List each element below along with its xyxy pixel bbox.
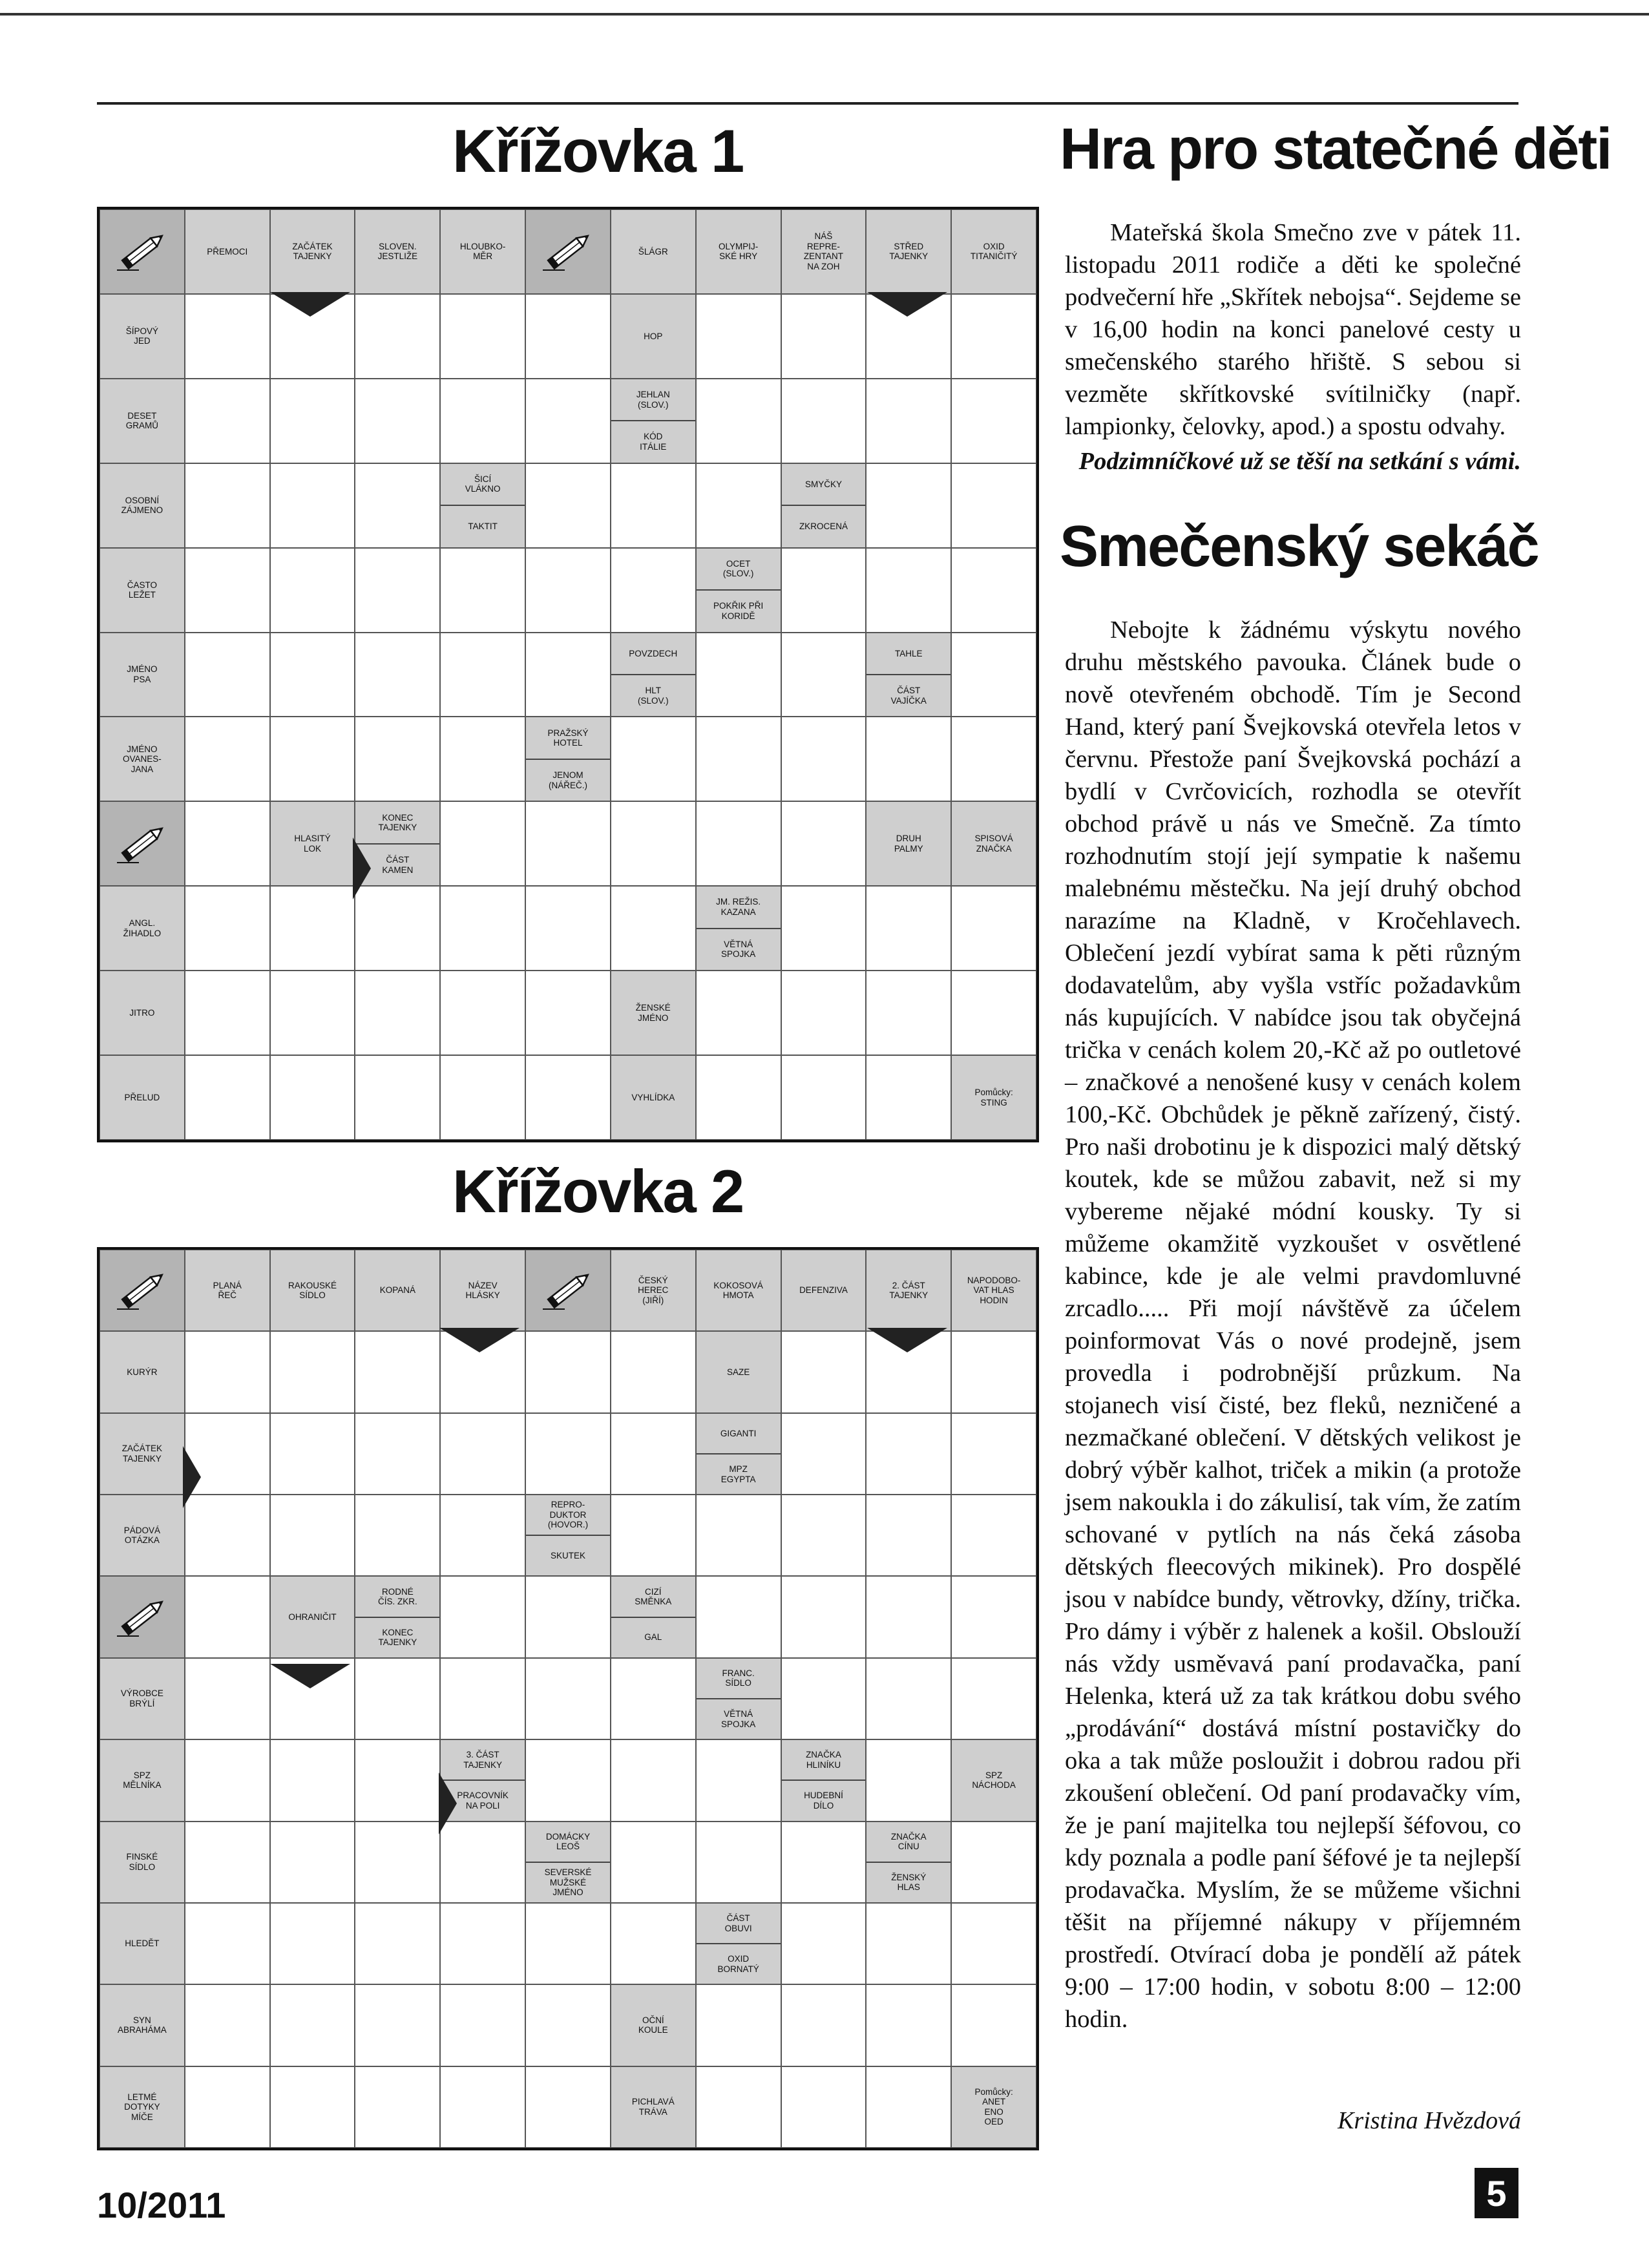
clue-text: CIZÍ SMĚNKA <box>635 1586 672 1607</box>
inner-clue: PICHLAVÁ TRÁVA <box>611 2066 696 2148</box>
answer-cell[interactable] <box>951 294 1036 379</box>
pencil-icon <box>100 801 185 886</box>
answer-cell[interactable] <box>270 1413 355 1495</box>
clue-text: ZNAČKA CÍNU <box>890 1831 927 1852</box>
answer-cell[interactable] <box>611 1331 696 1412</box>
answer-cell[interactable] <box>696 1822 781 1903</box>
answer-cell[interactable] <box>525 1658 611 1739</box>
answer-cell[interactable] <box>951 1495 1036 1576</box>
inner-clue <box>866 1822 951 1903</box>
answer-cell[interactable] <box>951 633 1036 717</box>
answer-cell[interactable] <box>440 1658 525 1739</box>
answer-cell[interactable] <box>185 548 270 633</box>
clue-text: OCET (SLOV.) <box>722 558 754 579</box>
arrow-down-icon <box>867 292 947 317</box>
answer-cell[interactable] <box>611 1495 696 1576</box>
arrow-down-icon <box>439 1328 520 1352</box>
clue-text: ŠICÍ VLÁKNO <box>465 474 501 494</box>
answer-cell[interactable] <box>440 548 525 633</box>
crossword-2-title: Křížovka 2 <box>452 1157 744 1225</box>
answer-cell[interactable] <box>185 886 270 971</box>
article-1-text: Mateřská škola Smečno zve v pátek 11. listopadu 2011 rodiče a děti ke společné podvečerní hře „Skřítek nebojsa“. Sejdeme se v 16,00 hodin na konci panelové cesty u smečenského starého hřiště. S sebou si vezměte skřítkovské svítilničky (např. lampionky, čelovky, apod.) a spostu odvahy. <box>1065 219 1521 440</box>
answer-cell[interactable] <box>440 971 525 1055</box>
clue-text: POKŘIK PŘI KORIDĚ <box>697 589 781 631</box>
answer-cell[interactable] <box>440 1576 525 1657</box>
clue-text: HUDEBNÍ DÍLO <box>782 1780 866 1820</box>
answer-cell[interactable] <box>611 548 696 633</box>
answer-cell[interactable] <box>270 2066 355 2148</box>
header-clue: STŘED TAJENKY <box>866 209 951 294</box>
answer-cell[interactable] <box>611 1739 696 1821</box>
answer-cell[interactable] <box>185 1658 270 1739</box>
article-1-title: Hra pro statečné děti <box>1060 117 1612 182</box>
clue-text: SKUTEK <box>526 1535 610 1575</box>
answer-cell[interactable] <box>696 379 781 463</box>
answer-cell[interactable] <box>355 294 440 379</box>
clue-text: REPRO- DUKTOR (HOVOR.) <box>547 1500 589 1530</box>
answer-cell[interactable] <box>185 1739 270 1821</box>
inner-clue <box>355 1576 440 1657</box>
answer-cell[interactable] <box>611 1903 696 1984</box>
article-1-closing: Podzimníčkové už se těší na setkání s vámi. <box>1078 448 1521 475</box>
answer-cell[interactable] <box>440 1055 525 1140</box>
answer-cell[interactable] <box>866 1576 951 1657</box>
clue-text: ZKROCENÁ <box>782 505 866 547</box>
answer-cell[interactable] <box>355 379 440 463</box>
header-clue: NÁŠ REPRE- ZENTANT NA ZOH <box>781 209 867 294</box>
header-clue: PLANÁ ŘEČ <box>185 1250 270 1331</box>
answer-cell[interactable] <box>525 463 611 548</box>
answer-cell[interactable] <box>696 1055 781 1140</box>
article-2-body <box>1065 614 1521 2035</box>
answer-cell[interactable] <box>866 717 951 801</box>
answer-cell[interactable] <box>270 1495 355 1576</box>
clue-text: ŽENSKÝ HLAS <box>867 1862 951 1902</box>
crossword-2-grid <box>97 1247 1039 2150</box>
answer-cell[interactable] <box>611 1658 696 1739</box>
answer-cell[interactable] <box>270 463 355 548</box>
answer-cell[interactable] <box>270 633 355 717</box>
answer-cell[interactable] <box>440 633 525 717</box>
answer-cell[interactable] <box>355 633 440 717</box>
answer-cell[interactable] <box>951 886 1036 971</box>
clue-text: SEVERSKÉ MUŽSKÉ JMÉNO <box>526 1862 610 1902</box>
answer-cell[interactable] <box>611 1822 696 1903</box>
arrow-right-icon <box>183 1446 201 1508</box>
answer-cell[interactable] <box>355 971 440 1055</box>
answer-cell[interactable] <box>525 379 611 463</box>
answer-cell[interactable] <box>355 1658 440 1739</box>
left-clue: JMÉNO OVANES- JANA <box>100 717 185 801</box>
answer-cell[interactable] <box>781 379 867 463</box>
pencil-icon <box>100 1250 185 1331</box>
answer-cell[interactable] <box>696 463 781 548</box>
answer-cell[interactable] <box>355 1822 440 1903</box>
inner-clue <box>611 633 696 717</box>
answer-cell[interactable] <box>781 1576 867 1657</box>
left-clue: SPZ MĚLNÍKA <box>100 1739 185 1821</box>
answer-cell[interactable] <box>270 1903 355 1984</box>
left-clue: LETMÉ DOTYKY MÍČE <box>100 2066 185 2148</box>
header-clue: OLYMPIJ- SKÉ HRY <box>696 209 781 294</box>
answer-cell[interactable] <box>696 1984 781 2066</box>
left-clue: HLEDĚT <box>100 1903 185 1984</box>
arrow-right-icon <box>439 1772 457 1834</box>
answer-cell[interactable] <box>781 2066 867 2148</box>
answer-cell[interactable] <box>185 1055 270 1140</box>
answer-cell[interactable] <box>440 886 525 971</box>
clue-text: JEHLAN (SLOV.) <box>636 390 670 410</box>
arrow-down-icon <box>270 1664 350 1688</box>
answer-cell[interactable] <box>440 717 525 801</box>
answer-cell[interactable] <box>185 971 270 1055</box>
answer-cell[interactable] <box>185 1822 270 1903</box>
inner-clue <box>866 633 951 717</box>
inner-clue <box>696 1413 781 1495</box>
inner-clue <box>525 1495 611 1576</box>
left-clue: JITRO <box>100 971 185 1055</box>
answer-cell[interactable] <box>866 1903 951 1984</box>
answer-cell[interactable] <box>185 717 270 801</box>
left-clue: FINSKÉ SÍDLO <box>100 1822 185 1903</box>
answer-cell[interactable] <box>781 886 867 971</box>
answer-cell[interactable] <box>951 379 1036 463</box>
clue-text: JM. REŽIS. KAZANA <box>716 897 761 917</box>
answer-cell[interactable] <box>440 2066 525 2148</box>
answer-cell[interactable] <box>440 1413 525 1495</box>
header-clue: ZAČÁTEK TAJENKY <box>270 209 355 294</box>
inner-clue <box>781 1739 867 1821</box>
left-clue: PÁDOVÁ OTÁZKA <box>100 1495 185 1576</box>
answer-cell[interactable] <box>440 801 525 886</box>
answer-cell[interactable] <box>866 886 951 971</box>
pencil-icon <box>525 209 611 294</box>
answer-cell[interactable] <box>185 294 270 379</box>
answer-cell[interactable] <box>611 463 696 548</box>
answer-cell[interactable] <box>696 801 781 886</box>
answer-cell[interactable] <box>866 1984 951 2066</box>
answer-cell[interactable] <box>781 717 867 801</box>
answer-cell[interactable] <box>951 971 1036 1055</box>
inner-clue: SPISOVÁ ZNAČKA <box>951 801 1036 886</box>
answer-cell[interactable] <box>355 1903 440 1984</box>
answer-cell[interactable] <box>355 1331 440 1412</box>
header-clue: NÁZEV HLÁSKY <box>440 1250 525 1331</box>
inner-clue <box>611 379 696 463</box>
answer-cell[interactable] <box>781 801 867 886</box>
scan-edge-line <box>0 13 1649 16</box>
arrow-down-icon <box>270 292 350 317</box>
header-clue: ŠLÁGR <box>611 209 696 294</box>
answer-cell[interactable] <box>355 548 440 633</box>
inner-clue: DRUH PALMY <box>866 801 951 886</box>
clue-text: VĚTNÁ SPOJKA <box>697 1698 781 1739</box>
answer-cell[interactable] <box>951 463 1036 548</box>
clue-text: KÓD ITÁLIE <box>611 420 695 462</box>
answer-cell[interactable] <box>866 1413 951 1495</box>
article-2-text: Nebojte k žádnému výskytu nového druhu městského pavouka. Článek bude o nově otevřeném obchodě. Tím je Second Hand, který paní Švejkovská otevřela letos v červnu. Přestože paní Švejkovská pochází a bydlí v Cvrčovicích, rozhodla se otevřít obchod právě u nás ve Smečně. Za tímto rozhodnutím stojí její sympatie k našemu malebnému městečku. Na její druhý obchod narazíme na Kladně, v Kročehlavech. Oblečení jezdí vybírat sama k pěti různým dodavatelům, aby vyšla vstříc požadavkům nás kupujících. V nabídce jsou tak obyčejná trička v cenách kolem 20,-Kč až po outletové – značkové a nenošené kusy v cenách kolem 100,-Kč. Obchůdek je pěkně zařízený, čistý. Pro naši drobotinu je k dispozici malý dětský koutek, kde se můžou zabavit, než si my vybereme nějaké módní kousky. Ty si můžeme okamžitě vyzkoušet v osvětlené kabince, kde je ale velmi pravdomluvné zrcadlo..... Při mojí návštěvě za účelem poinformovat Vás o nové prodejně, jsem provedla i podrobnější průzkum. Na stojanech visí čisté, bez fleků, nezničené a nezmačkané oblečení. V dětských velikost je dobrý výběr kalhot, triček a mikin (a protože jsem nakoukla i do zákulisí, tak vím, že zatím schované v pytlích na nás čeká zásoba dětských fleecových mikinek). Pro dospělé jsou v nabídce bundy, větrovky, džíny, trička. Pro dámy i výběr z halenek a košil. Obslouží nás vždy usměvavá paní prodavačka, paní Helenka, která už za tak krátkou dobu svého „prodávání“ dostává místní postavičky do oka a tak může posloužit i dobrou radou při zkoušení oblečení. Od paní prodavačky vím, že je paní majitelka tou nejlepší šéfovou, co kdy poznala a podle paní šéfové je ta nejlepší prodavačka. Myslím, že se můžeme všichni těšit na příjemné nákupy v příjemném prostředí. Otvírací doba je pondělí až pátek 9:00 – 17:00 hodin, v sobotu 8:00 – 12:00 hodin. <box>1065 616 1521 2033</box>
answer-cell[interactable] <box>355 1984 440 2066</box>
answer-cell[interactable] <box>525 1903 611 1984</box>
answer-cell[interactable] <box>951 1413 1036 1495</box>
inner-clue <box>696 1903 781 1984</box>
answer-cell[interactable] <box>781 1055 867 1140</box>
answer-cell[interactable] <box>355 1495 440 1576</box>
answer-cell[interactable] <box>270 971 355 1055</box>
answer-cell[interactable] <box>781 1984 867 2066</box>
answer-cell[interactable] <box>355 717 440 801</box>
left-clue: ČASTO LEŽET <box>100 548 185 633</box>
answer-cell[interactable] <box>185 801 270 886</box>
pencil-icon <box>100 1576 185 1657</box>
left-clue: ZAČÁTEK TAJENKY <box>100 1413 185 1495</box>
answer-cell[interactable] <box>696 717 781 801</box>
answer-cell[interactable] <box>611 717 696 801</box>
answer-cell[interactable] <box>270 886 355 971</box>
answer-cell[interactable] <box>185 2066 270 2148</box>
clue-text: TAHLE <box>895 648 923 658</box>
answer-cell[interactable] <box>951 1984 1036 2066</box>
answer-cell[interactable] <box>440 1903 525 1984</box>
answer-cell[interactable] <box>270 1331 355 1412</box>
answer-cell[interactable] <box>270 379 355 463</box>
answer-cell[interactable] <box>866 379 951 463</box>
arrow-down-icon <box>867 1328 947 1352</box>
answer-cell[interactable] <box>611 801 696 886</box>
inner-clue <box>696 886 781 971</box>
article-1-body <box>1065 216 1521 478</box>
answer-cell[interactable] <box>440 1984 525 2066</box>
answer-cell[interactable] <box>185 1903 270 1984</box>
clue-text: ZNAČKA HLINÍKU <box>806 1750 841 1770</box>
crossword-1-title: Křížovka 1 <box>452 117 744 185</box>
answer-cell[interactable] <box>781 1331 867 1412</box>
clue-text: TAKTIT <box>441 505 525 547</box>
answer-cell[interactable] <box>185 1331 270 1412</box>
inner-clue: SPZ NÁCHODA <box>951 1739 1036 1821</box>
clue-text: HLT (SLOV.) <box>611 674 695 716</box>
answer-cell[interactable] <box>355 1413 440 1495</box>
left-clue: OSOBNÍ ZÁJMENO <box>100 463 185 548</box>
answer-cell[interactable] <box>866 2066 951 2148</box>
clue-text: JENOM (NÁŘEČ.) <box>526 759 610 801</box>
inner-clue <box>611 1576 696 1657</box>
inner-clue <box>525 1822 611 1903</box>
left-clue: JMÉNO PSA <box>100 633 185 717</box>
answer-cell[interactable] <box>525 1413 611 1495</box>
answer-cell[interactable] <box>951 1331 1036 1412</box>
answer-cell[interactable] <box>951 1576 1036 1657</box>
clue-text: ČÁST KAMEN <box>355 843 439 885</box>
answer-cell[interactable] <box>525 548 611 633</box>
answer-cell[interactable] <box>525 1576 611 1657</box>
answer-cell[interactable] <box>440 294 525 379</box>
left-clue: DESET GRAMŮ <box>100 379 185 463</box>
answer-cell[interactable] <box>781 633 867 717</box>
inner-clue: SAZE <box>696 1331 781 1412</box>
answer-cell[interactable] <box>525 633 611 717</box>
answer-cell[interactable] <box>866 1739 951 1821</box>
answer-cell[interactable] <box>525 886 611 971</box>
answer-cell[interactable] <box>781 1413 867 1495</box>
answer-cell[interactable] <box>696 1739 781 1821</box>
answer-cell[interactable] <box>866 1055 951 1140</box>
answer-cell[interactable] <box>611 886 696 971</box>
header-clue: RAKOUSKÉ SÍDLO <box>270 1250 355 1331</box>
left-clue: SYN ABRAHÁMA <box>100 1984 185 2066</box>
answer-cell[interactable] <box>440 379 525 463</box>
issue-number: 10/2011 <box>97 2185 226 2225</box>
answer-cell[interactable] <box>696 633 781 717</box>
header-clue: PŘEMOCI <box>185 209 270 294</box>
clue-text: POVZDECH <box>629 648 678 658</box>
answer-cell[interactable] <box>185 1576 270 1657</box>
answer-cell[interactable] <box>696 971 781 1055</box>
answer-cell[interactable] <box>781 1822 867 1903</box>
answer-cell[interactable] <box>440 1495 525 1576</box>
clue-text: MPZ EGYPTA <box>697 1453 781 1494</box>
answer-cell[interactable] <box>781 1903 867 1984</box>
clue-text: RODNÉ ČÍS. ZKR. <box>377 1586 417 1607</box>
answer-cell[interactable] <box>696 1495 781 1576</box>
answer-cell[interactable] <box>270 1739 355 1821</box>
answer-cell[interactable] <box>696 294 781 379</box>
inner-clue: Pomůcky: ANET ENO OED <box>951 2066 1036 2148</box>
answer-cell[interactable] <box>270 1055 355 1140</box>
article-2-author: Kristina Hvězdová <box>1338 2107 1521 2134</box>
answer-cell[interactable] <box>866 463 951 548</box>
header-rule <box>97 102 1518 105</box>
clue-text: GIGANTI <box>720 1428 757 1438</box>
answer-cell[interactable] <box>270 1822 355 1903</box>
inner-clue: HLASITÝ LOK <box>270 801 355 886</box>
header-clue: KOKOSOVÁ HMOTA <box>696 1250 781 1331</box>
inner-clue: VYHLÍDKA <box>611 1055 696 1140</box>
inner-clue: Pomůcky: STING <box>951 1055 1036 1140</box>
inner-clue: ŽENSKÉ JMÉNO <box>611 971 696 1055</box>
inner-clue <box>781 463 867 548</box>
header-clue: SLOVEN. JESTLIŽE <box>355 209 440 294</box>
answer-cell[interactable] <box>525 2066 611 2148</box>
answer-cell[interactable] <box>781 294 867 379</box>
inner-clue: HOP <box>611 294 696 379</box>
clue-text: VĚTNÁ SPOJKA <box>697 928 781 970</box>
answer-cell[interactable] <box>185 463 270 548</box>
left-clue: VÝROBCE BRÝLÍ <box>100 1658 185 1739</box>
clue-text: ČÁST VAJÍČKA <box>867 674 951 716</box>
inner-clue <box>525 717 611 801</box>
left-clue: PŘELUD <box>100 1055 185 1140</box>
answer-cell[interactable] <box>270 1984 355 2066</box>
pencil-icon <box>100 209 185 294</box>
answer-cell[interactable] <box>270 717 355 801</box>
answer-cell[interactable] <box>866 1495 951 1576</box>
left-clue: ANGL. ŽIHADLO <box>100 886 185 971</box>
answer-cell[interactable] <box>866 1658 951 1739</box>
answer-cell[interactable] <box>951 1903 1036 1984</box>
answer-cell[interactable] <box>185 633 270 717</box>
inner-clue <box>696 548 781 633</box>
answer-cell[interactable] <box>525 1984 611 2066</box>
crossword-1-grid <box>97 207 1039 1142</box>
article-2-title: Smečenský sekáč <box>1060 514 1539 579</box>
left-clue: ŠÍPOVÝ JED <box>100 294 185 379</box>
clue-text: PRACOVNÍK NA POLI <box>441 1780 525 1820</box>
clue-text: PRAŽSKÝ HOTEL <box>547 728 589 748</box>
clue-text: FRANC. SÍDLO <box>722 1668 755 1688</box>
answer-cell[interactable] <box>866 548 951 633</box>
answer-cell[interactable] <box>951 548 1036 633</box>
answer-cell[interactable] <box>355 1739 440 1821</box>
clue-text: KONEC TAJENKY <box>378 812 417 833</box>
answer-cell[interactable] <box>525 1331 611 1412</box>
header-clue: KOPANÁ <box>355 1250 440 1331</box>
header-clue: ČESKÝ HEREC (JIŘÍ) <box>611 1250 696 1331</box>
answer-cell[interactable] <box>696 2066 781 2148</box>
clue-text: SMYČKY <box>804 479 842 489</box>
clue-text: ČÁST OBUVI <box>724 1913 752 1933</box>
answer-cell[interactable] <box>951 1822 1036 1903</box>
answer-cell[interactable] <box>781 1658 867 1739</box>
page-number: 5 <box>1475 2168 1518 2218</box>
inner-clue: OČNÍ KOULE <box>611 1984 696 2066</box>
answer-cell[interactable] <box>525 1055 611 1140</box>
answer-cell[interactable] <box>525 1739 611 1821</box>
answer-cell[interactable] <box>866 971 951 1055</box>
inner-clue <box>696 1658 781 1739</box>
inner-clue: OHRANIČIT <box>270 1576 355 1657</box>
header-clue: OXID TITANIČITÝ <box>951 209 1036 294</box>
answer-cell[interactable] <box>355 2066 440 2148</box>
inner-clue <box>440 463 525 548</box>
answer-cell[interactable] <box>270 548 355 633</box>
answer-cell[interactable] <box>951 717 1036 801</box>
answer-cell[interactable] <box>781 971 867 1055</box>
clue-text: OXID BORNATÝ <box>697 1943 781 1984</box>
clue-text: 3. ČÁST TAJENKY <box>463 1750 503 1770</box>
header-clue: NAPODOBO- VAT HLAS HODIN <box>951 1250 1036 1331</box>
clue-text: GAL <box>611 1617 695 1657</box>
answer-cell[interactable] <box>525 971 611 1055</box>
answer-cell[interactable] <box>525 801 611 886</box>
answer-cell[interactable] <box>781 548 867 633</box>
header-clue: DEFENZIVA <box>781 1250 867 1331</box>
answer-cell[interactable] <box>781 1495 867 1576</box>
answer-cell[interactable] <box>355 463 440 548</box>
answer-cell[interactable] <box>525 294 611 379</box>
answer-cell[interactable] <box>185 379 270 463</box>
clue-text: DOMÁCKY LEOŠ <box>545 1831 591 1852</box>
answer-cell[interactable] <box>696 1576 781 1657</box>
answer-cell[interactable] <box>611 1413 696 1495</box>
pencil-icon <box>525 1250 611 1331</box>
answer-cell[interactable] <box>355 1055 440 1140</box>
answer-cell[interactable] <box>951 1658 1036 1739</box>
answer-cell[interactable] <box>185 1984 270 2066</box>
header-clue: 2. ČÁST TAJENKY <box>866 1250 951 1331</box>
left-clue: KURÝR <box>100 1331 185 1412</box>
arrow-right-icon <box>353 837 371 899</box>
clue-text: KONEC TAJENKY <box>355 1617 439 1657</box>
header-clue: HLOUBKO- MĚR <box>440 209 525 294</box>
